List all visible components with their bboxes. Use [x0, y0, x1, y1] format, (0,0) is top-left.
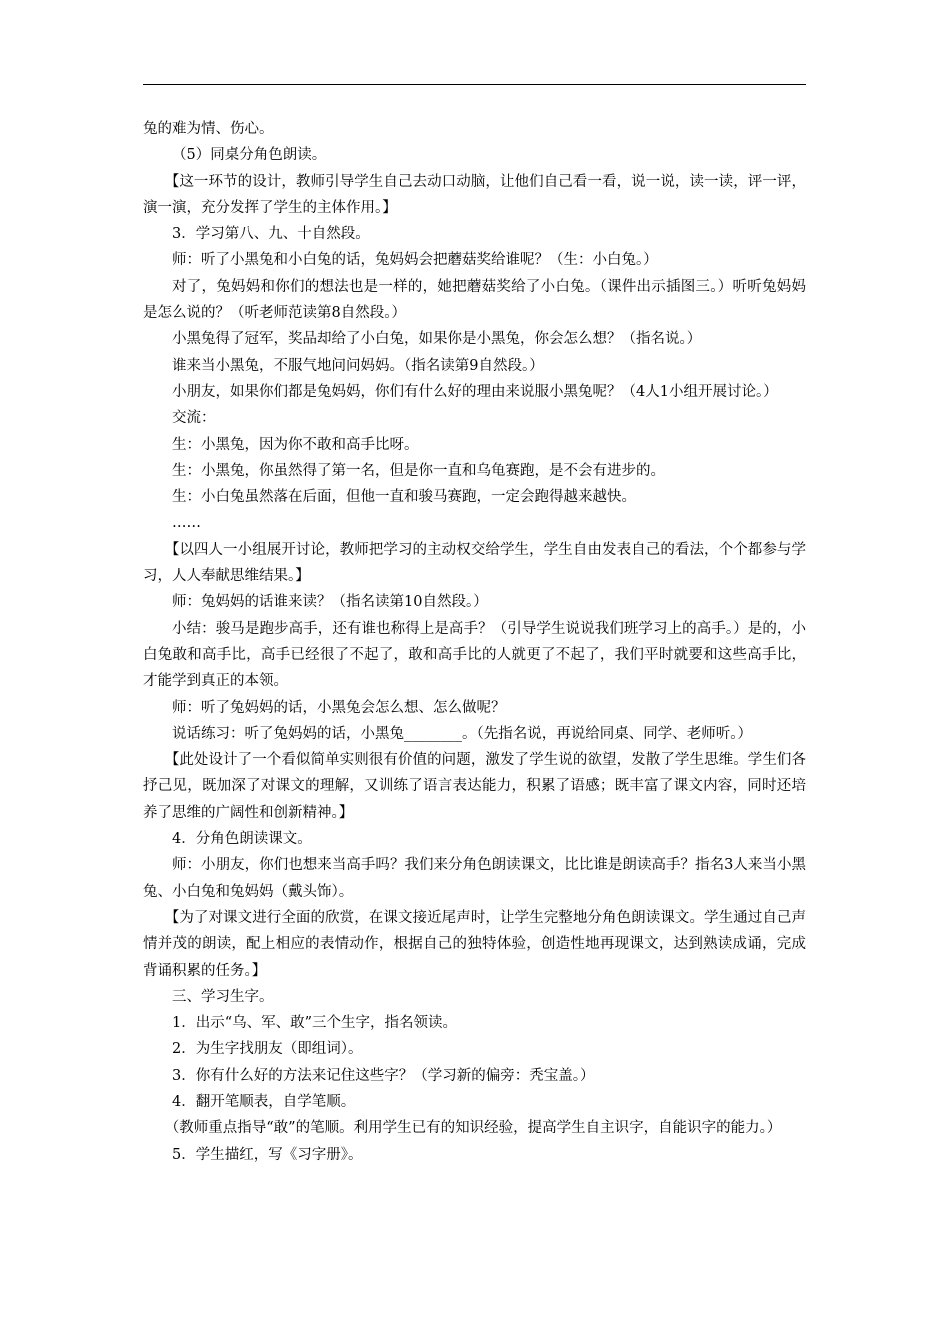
commentary-paragraph: 【此处设计了一个看似简单实则很有价值的问题，激发了学生说的欲望，发散了学生思维。学生们各抒己见，既加深了对课文的理解，又训练了语言表达能力，积累了语感；既丰富了课文内容，同时还培养了思维的广阔性和创新精神。】 [143, 752, 806, 821]
paragraph: 小朋友，如果你们都是兔妈妈，你们有什么好的理由来说服小黑兔呢？（4人1小组开展讨论。） [172, 383, 778, 400]
header-rule [143, 84, 806, 85]
ellipsis: …… [172, 515, 201, 532]
paragraph: 师：听了小黑兔和小白兔的话，兔妈妈会把蘑菇奖给谁呢？（生：小白兔。） [172, 252, 658, 269]
commentary-paragraph: 【这一环节的设计，教师引导学生自己去动口动脑，让他们自己看一看，说一说，读一读，评一评，演一演，充分发挥了学生的主体作用。】 [143, 173, 806, 216]
list-item: 2．为生字找朋友（即组词）。 [172, 1041, 363, 1058]
section-heading: 4．分角色朗读课文。 [172, 831, 312, 848]
paragraph: 小黑兔得了冠军，奖品却给了小白兔，如果你是小黑兔，你会怎么想？（指名说。） [172, 331, 702, 348]
paragraph: 生：小白兔虽然落在后面，但他一直和骏马赛跑，一定会跑得越来越快。 [172, 489, 636, 506]
commentary-paragraph: 【以四人一小组展开讨论，教师把学习的主动权交给学生，学生自由发表自己的看法，个个都参与学习，人人奉献思维结果。】 [143, 541, 806, 585]
paragraph: 师：听了兔妈妈的话，小黑兔会怎么想、怎么做呢？ [172, 699, 506, 716]
paragraph: 师：兔妈妈的话谁来读？（指名读第10自然段。） [172, 594, 488, 611]
list-item: 1．出示“乌、军、敢”三个生字，指名领读。 [172, 1015, 458, 1032]
paragraph: 师：小朋友，你们也想来当高手吗？我们来分角色朗读课文，比比谁是朗读高手？指名3人来当小黑兔、小白兔和兔妈妈（戴头饰）。 [143, 857, 806, 900]
paragraph: 对了，兔妈妈和你们的想法也是一样的，她把蘑菇奖给了小白兔。（课件出示插图三。）听听兔妈妈是怎么说的？（听老师范读第8自然段。） [143, 278, 806, 322]
paragraph: 说话练习：听了兔妈妈的话，小黑兔________。（先指名说，再说给同桌、同学、老师听。） [172, 725, 752, 742]
document-body [143, 116, 806, 1168]
section-heading: 三、学习生字。 [172, 988, 274, 1005]
paragraph: 生：小黑兔，因为你不敢和高手比呀。 [172, 436, 419, 453]
paragraph: 谁来当小黑兔，不服气地问问妈妈。（指名读第9自然段。） [172, 357, 544, 374]
list-item: 5．学生描红，写《习字册》。 [172, 1146, 363, 1163]
list-item: 3．你有什么好的方法来记住这些字？（学习新的偏旁：秃宝盖。） [172, 1067, 595, 1084]
paragraph: 交流： [172, 410, 216, 427]
paragraph: 兔的难为情、伤心。 [143, 121, 274, 137]
paragraph: （5）同桌分角色朗读。 [172, 147, 327, 164]
paragraph: 生：小黑兔，你虽然得了第一名，但是你一直和乌龟赛跑，是不会有进步的。 [172, 462, 665, 479]
commentary-paragraph: 【为了对课文进行全面的欣赏，在课文接近尾声时，让学生完整地分角色朗读课文。学生通过自己声情并茂的朗读，配上相应的表情动作，根据自己的独特体验，创造性地再现课文，达到熟读成诵，完成背诵积累的任务。】 [143, 909, 806, 979]
section-heading: 3．学习第八、九、十自然段。 [172, 226, 370, 243]
list-item: 4．翻开笔顺表，自学笔顺。 [172, 1093, 356, 1110]
note-paragraph: （教师重点指导“敢”的笔顺。利用学生已有的知识经验，提高学生自主识字，自能识字的能力。） [164, 1120, 782, 1137]
paragraph: 小结：骏马是跑步高手，还有谁也称得上是高手？（引导学生说说我们班学习上的高手。）是的，小白兔敢和高手比，高手已经很了不起了，敢和高手比的人就更了不起了，我们平时就要和这些高手比，才能学到真正的本领。 [143, 620, 806, 690]
